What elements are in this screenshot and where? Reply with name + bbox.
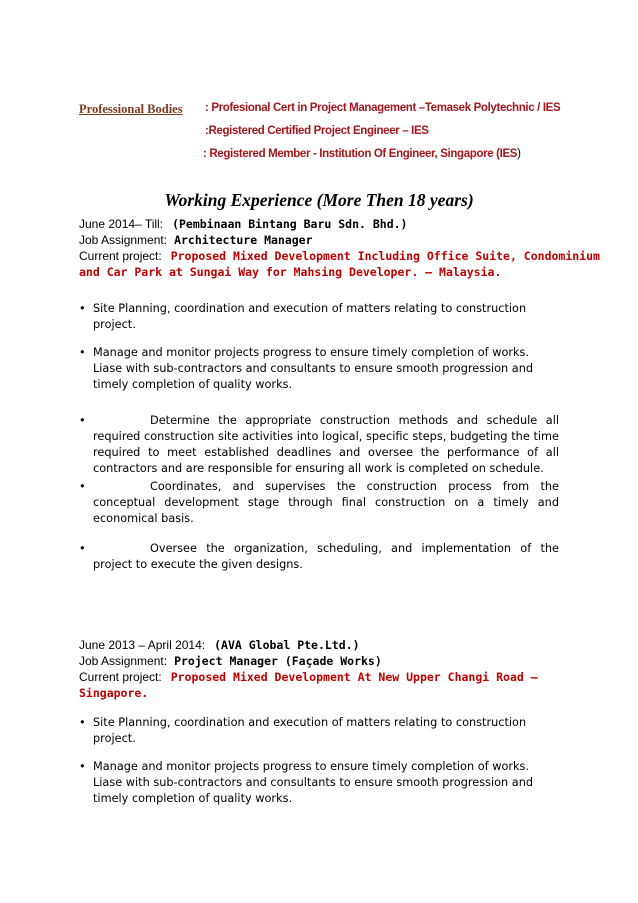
job-period: June 2014– Till: bbox=[79, 217, 164, 231]
job-project-line bbox=[79, 669, 559, 685]
list-item: • Site Planning, coordination and execution of matters relating to construction project. bbox=[79, 302, 527, 331]
bullet-icon: • bbox=[79, 542, 86, 555]
job-project-label: Current project: bbox=[79, 670, 162, 684]
professional-bodies-row-1 bbox=[79, 102, 599, 125]
job-project: Proposed Mixed Development At New Upper Changi Road – bbox=[170, 670, 538, 684]
bullet-icon: • bbox=[79, 480, 86, 493]
bullet-icon: • bbox=[79, 414, 86, 427]
bullet-icon: • bbox=[79, 302, 86, 315]
list-item: • Manage and monitor projects progress to ensure timely completion of works. Liase with sub-contractors and consultants to ensure smooth progression and timely completion of quality works. bbox=[79, 346, 534, 391]
job-assignment-label: Job Assignment: bbox=[79, 654, 168, 668]
job-project-continued: Singapore. bbox=[79, 686, 149, 700]
job-duties-list bbox=[79, 301, 559, 573]
job-period-line bbox=[79, 216, 559, 232]
job-duties-list bbox=[79, 715, 559, 807]
list-item: • Manage and monitor projects progress to ensure timely completion of works. Liase with sub-contractors and consultants to ensure smooth progression and timely completion of quality works. bbox=[79, 760, 534, 805]
professional-bodies-label: Professional Bodies bbox=[79, 102, 183, 116]
job-project: Proposed Mixed Development Including Office Suite, Condominium bbox=[170, 249, 600, 263]
job-project-continued: and Car Park at Sungai Way for Mahsing Developer. – Malaysia. bbox=[79, 265, 502, 279]
job-assignment: Architecture Manager bbox=[174, 233, 313, 247]
job-entry bbox=[79, 216, 600, 573]
professional-bodies-row-2 bbox=[79, 125, 599, 148]
job-company: (AVA Global Pte.Ltd.) bbox=[214, 638, 360, 652]
membership-entry: : Registered Member - Institution Of Engineer, Singapore (IES) bbox=[203, 148, 521, 160]
job-period: June 2013 – April 2014: bbox=[79, 638, 206, 652]
professional-bodies-row-3 bbox=[79, 148, 599, 171]
job-assignment-line bbox=[79, 232, 559, 248]
certification-entry: : Profesional Cert in Project Management –Temasek Polytechnic / IES bbox=[205, 102, 561, 114]
job-assignment: Project Manager (Façade Works) bbox=[174, 654, 382, 668]
job-assignment-label: Job Assignment: bbox=[79, 233, 168, 247]
job-entry bbox=[79, 637, 559, 807]
bullet-icon: • bbox=[79, 346, 86, 359]
section-title: Working Experience (More Then 18 years) bbox=[164, 190, 474, 210]
job-assignment-line bbox=[79, 653, 559, 669]
bullet-icon: • bbox=[79, 760, 86, 773]
list-item: • Coordinates, and supervises the construction process from the conceptual development stage through final construction on a timely and economical basis. bbox=[79, 480, 559, 525]
list-item: • Site Planning, coordination and execution of matters relating to construction project. bbox=[79, 716, 527, 745]
list-item: • Determine the appropriate construction methods and schedule all required construction site activities into logical, specific steps, budgeting the time required to meet established deadlines and oversee the performance of all contractors and are responsible for ensuring all work is completed on schedule. bbox=[79, 414, 559, 475]
job-project-label: Current project: bbox=[79, 249, 162, 263]
job-project-line bbox=[79, 248, 600, 264]
professional-bodies bbox=[79, 102, 599, 171]
job-period-line bbox=[79, 637, 559, 653]
job-company: (Pembinaan Bintang Baru Sdn. Bhd.) bbox=[172, 217, 408, 231]
bullet-icon: • bbox=[79, 716, 86, 729]
list-item: • Oversee the organization, scheduling, and implementation of the project to execute the given designs. bbox=[79, 542, 559, 571]
certification-entry: :Registered Certified Project Engineer – IES bbox=[205, 125, 429, 137]
